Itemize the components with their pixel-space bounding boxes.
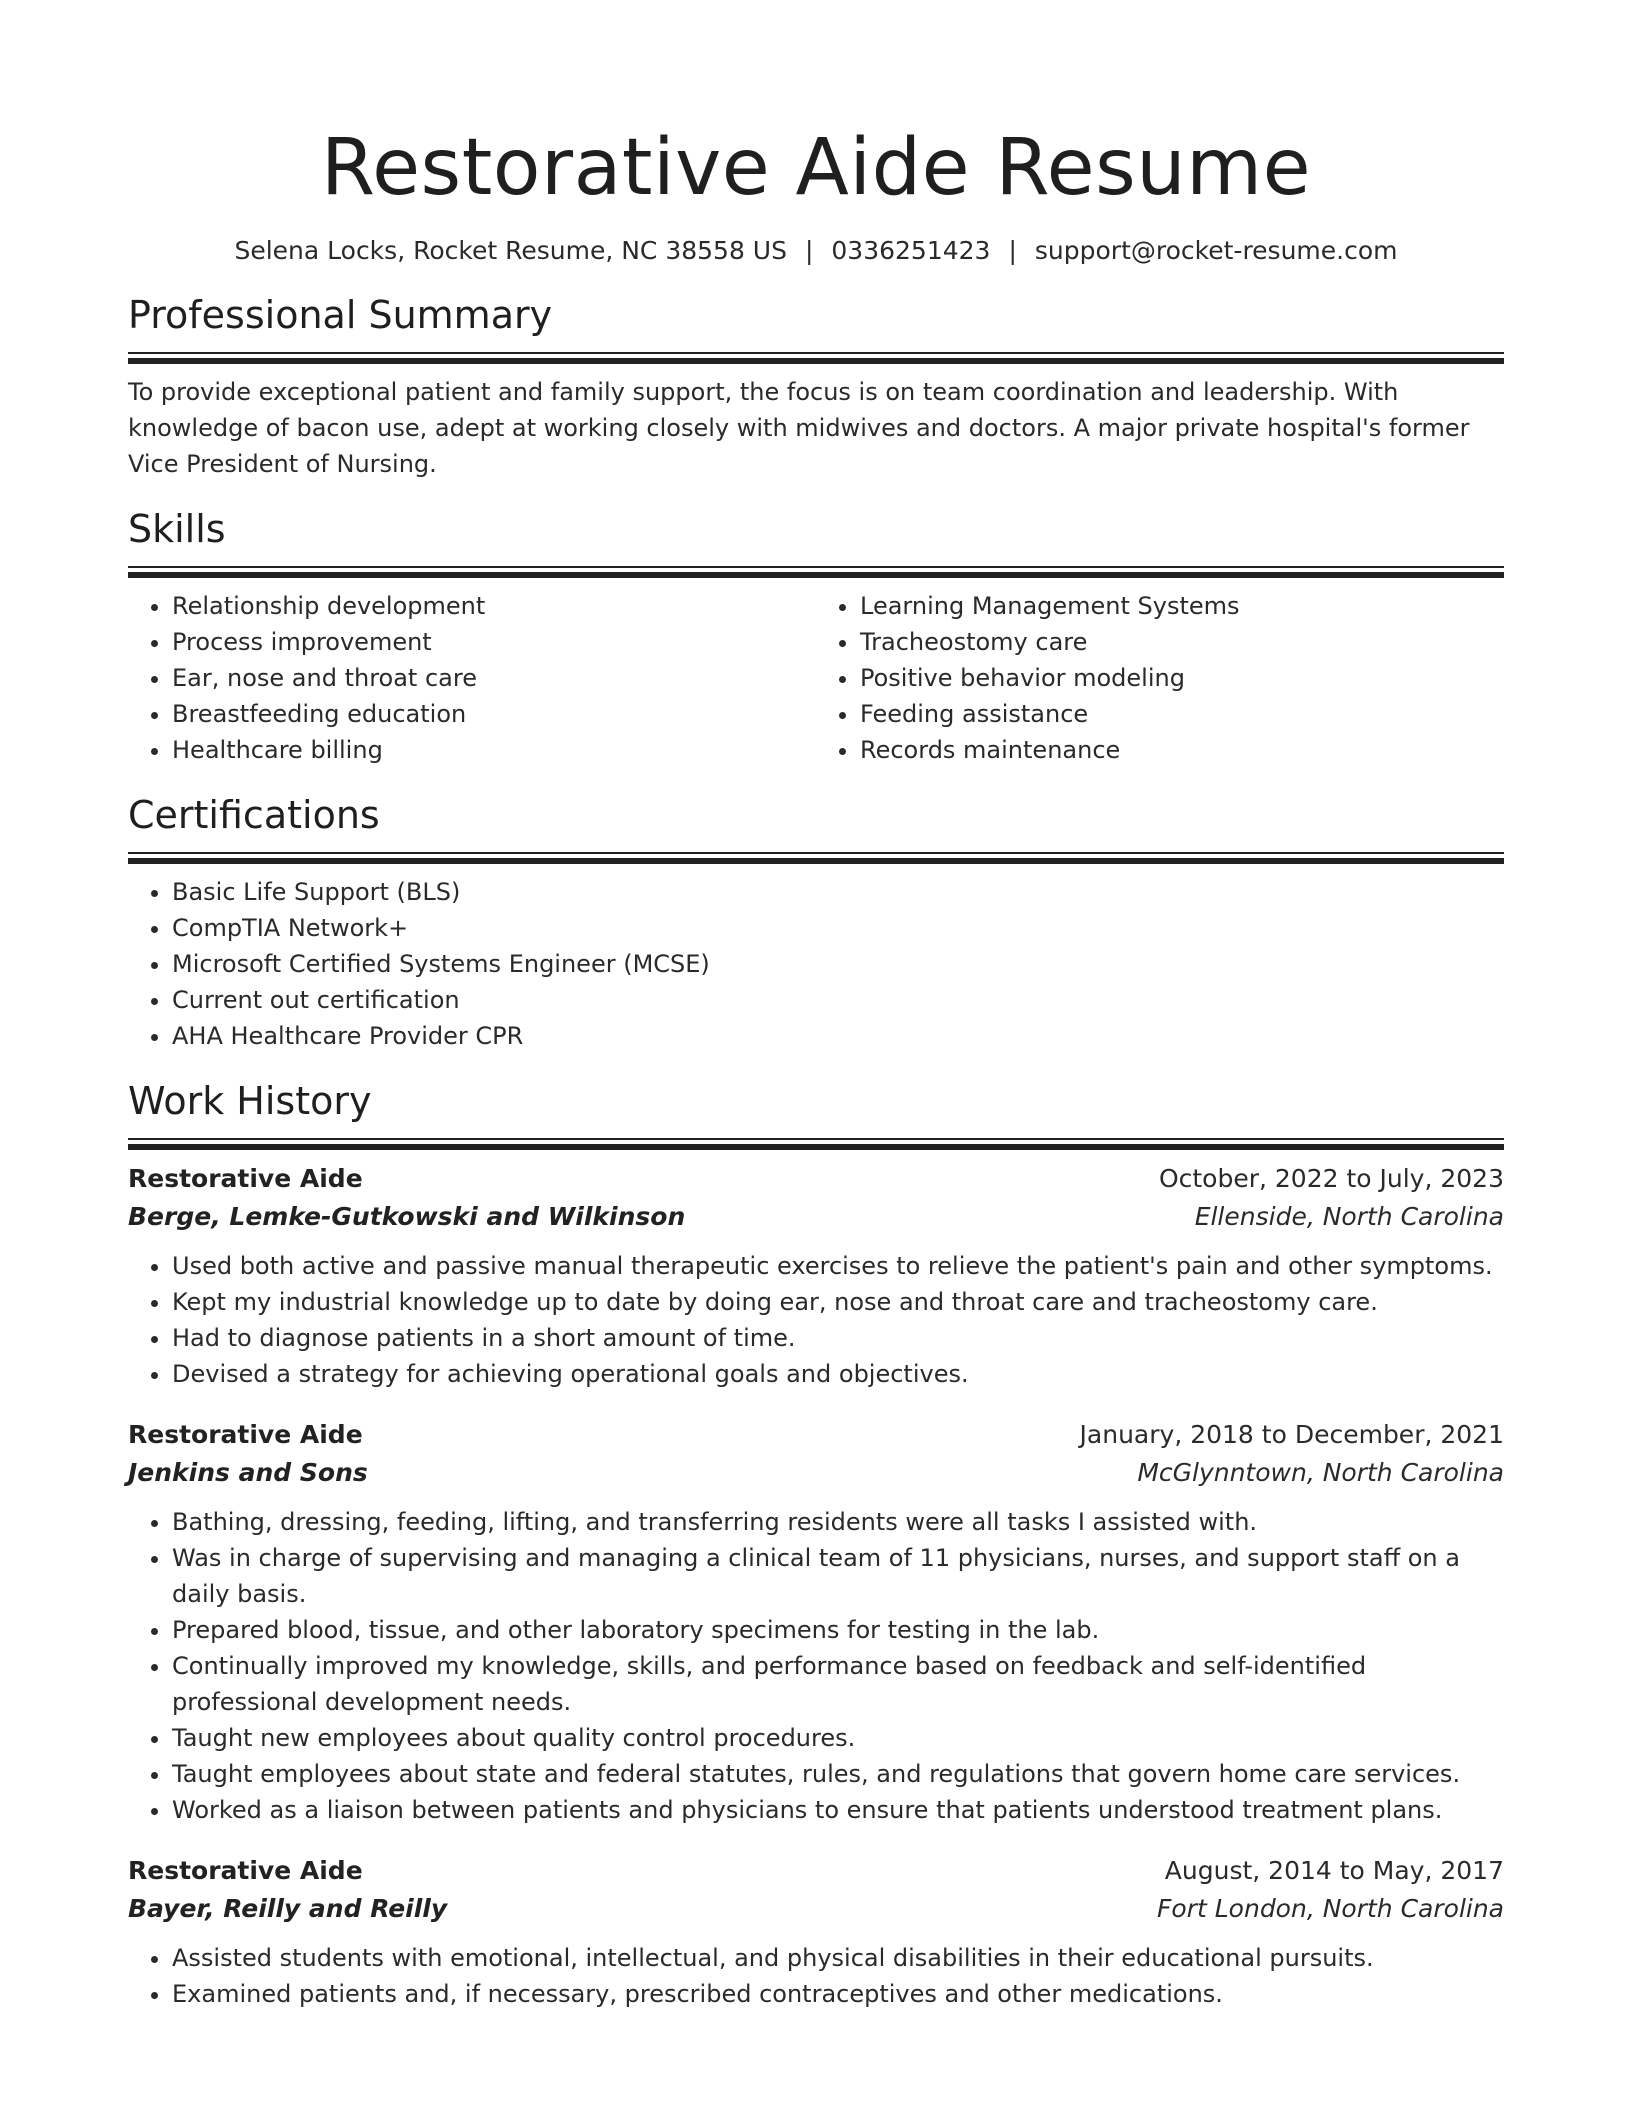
skills-list-right bbox=[816, 588, 1504, 768]
job-company-row bbox=[128, 1890, 1504, 1928]
job-company-row bbox=[128, 1198, 1504, 1236]
job-company: Berge, Lemke-Gutkowski and Wilkinson bbox=[128, 1202, 686, 1231]
certification-item: • Current out certification bbox=[172, 982, 1504, 1018]
job-dates: August, 2014 to May, 2017 bbox=[1164, 1856, 1504, 1885]
certifications-section bbox=[128, 792, 1504, 1054]
section-heading-skills: Skills bbox=[128, 507, 226, 551]
section-divider bbox=[128, 352, 1504, 364]
contact-phone: 0336251423 bbox=[831, 236, 991, 265]
skills-section bbox=[128, 506, 1504, 768]
work-history-section bbox=[128, 1078, 1504, 2012]
job-bullet-list bbox=[128, 1504, 1504, 1828]
section-heading-certifications: Certifications bbox=[128, 793, 380, 837]
job-location: McGlynntown, North Carolina bbox=[1137, 1458, 1504, 1487]
certification-item: • AHA Healthcare Provider CPR bbox=[172, 1018, 1504, 1054]
summary-text: To provide exceptional patient and family support, the focus is on team coordination and leadership. With knowledge of bacon use, adept at working closely with midwives and doctors. A major private hospital's former Vice President of Nursing. bbox=[128, 378, 1470, 478]
job-bullet: • Worked as a liaison between patients and physicians to ensure that patients understood treatment plans. bbox=[172, 1792, 1504, 1828]
job-company-row bbox=[128, 1454, 1504, 1492]
skills-grid bbox=[128, 588, 1504, 768]
certification-item: • CompTIA Network+ bbox=[172, 910, 1504, 946]
summary-section bbox=[128, 292, 1504, 482]
skills-column-left bbox=[128, 588, 816, 768]
contact-address: Selena Locks, Rocket Resume, NC 38558 US bbox=[234, 236, 787, 265]
job-dates: January, 2018 to December, 2021 bbox=[1079, 1420, 1504, 1449]
skill-item: • Process improvement bbox=[172, 624, 816, 660]
job-bullet: • Taught new employees about quality control procedures. bbox=[172, 1720, 1504, 1756]
job-dates: October, 2022 to July, 2023 bbox=[1158, 1164, 1504, 1193]
skill-item: • Learning Management Systems bbox=[860, 588, 1504, 624]
resume-page bbox=[128, 0, 1504, 2036]
job-bullet: • Kept my industrial knowledge up to date by doing ear, nose and throat care and tracheostomy care. bbox=[172, 1284, 1504, 1320]
skill-item: • Breastfeeding education bbox=[172, 696, 816, 732]
job-title: Restorative Aide bbox=[128, 1164, 363, 1193]
skill-item: • Positive behavior modeling bbox=[860, 660, 1504, 696]
job-header-row bbox=[128, 1852, 1504, 1890]
section-divider bbox=[128, 1138, 1504, 1150]
skill-item: • Tracheostomy care bbox=[860, 624, 1504, 660]
job-entry bbox=[128, 1852, 1504, 2012]
skills-column-right bbox=[816, 588, 1504, 768]
job-location: Ellenside, North Carolina bbox=[1194, 1202, 1504, 1231]
contact-email: support@rocket-resume.com bbox=[1034, 236, 1398, 265]
skill-item: • Records maintenance bbox=[860, 732, 1504, 768]
job-entry bbox=[128, 1160, 1504, 1392]
job-entry bbox=[128, 1416, 1504, 1828]
job-location: Fort London, North Carolina bbox=[1157, 1894, 1504, 1923]
section-heading-summary: Professional Summary bbox=[128, 293, 553, 337]
job-bullet: • Prepared blood, tissue, and other laboratory specimens for testing in the lab. bbox=[172, 1612, 1504, 1648]
job-company: Jenkins and Sons bbox=[128, 1458, 368, 1487]
job-header-row bbox=[128, 1160, 1504, 1198]
skills-list-left bbox=[128, 588, 816, 768]
job-bullet: • Taught employees about state and federal statutes, rules, and regulations that govern home care services. bbox=[172, 1756, 1504, 1792]
section-divider bbox=[128, 852, 1504, 864]
skill-item: • Ear, nose and throat care bbox=[172, 660, 816, 696]
job-company: Bayer, Reilly and Reilly bbox=[128, 1894, 448, 1923]
job-header-row bbox=[128, 1416, 1504, 1454]
certifications-list bbox=[128, 874, 1504, 1054]
certification-item: • Basic Life Support (BLS) bbox=[172, 874, 1504, 910]
job-bullet: • Had to diagnose patients in a short amount of time. bbox=[172, 1320, 1504, 1356]
section-divider bbox=[128, 566, 1504, 578]
contact-separator: | bbox=[1008, 236, 1017, 265]
job-bullet-list bbox=[128, 1940, 1504, 2012]
contact-line bbox=[128, 234, 1504, 268]
job-bullet: • Bathing, dressing, feeding, lifting, and transferring residents were all tasks I assisted with. bbox=[172, 1504, 1504, 1540]
job-bullet: • Was in charge of supervising and managing a clinical team of 11 physicians, nurses, and support staff on a daily basis. bbox=[172, 1540, 1504, 1612]
section-heading-work-history: Work History bbox=[128, 1079, 372, 1123]
skill-item: • Relationship development bbox=[172, 588, 816, 624]
skill-item: • Healthcare billing bbox=[172, 732, 816, 768]
certification-item: • Microsoft Certified Systems Engineer (MCSE) bbox=[172, 946, 1504, 982]
job-bullet-list bbox=[128, 1248, 1504, 1392]
job-bullet: • Assisted students with emotional, intellectual, and physical disabilities in their educational pursuits. bbox=[172, 1940, 1504, 1976]
job-bullet: • Continually improved my knowledge, skills, and performance based on feedback and self-identified professional development needs. bbox=[172, 1648, 1504, 1720]
job-title: Restorative Aide bbox=[128, 1856, 363, 1885]
resume-title: Restorative Aide Resume bbox=[320, 123, 1312, 213]
contact-separator: | bbox=[804, 236, 814, 265]
job-bullet: • Examined patients and, if necessary, prescribed contraceptives and other medications. bbox=[172, 1976, 1504, 2012]
job-title: Restorative Aide bbox=[128, 1420, 363, 1449]
skill-item: • Feeding assistance bbox=[860, 696, 1504, 732]
job-bullet: • Used both active and passive manual therapeutic exercises to relieve the patient's pain and other symptoms. bbox=[172, 1248, 1504, 1284]
job-bullet: • Devised a strategy for achieving operational goals and objectives. bbox=[172, 1356, 1504, 1392]
